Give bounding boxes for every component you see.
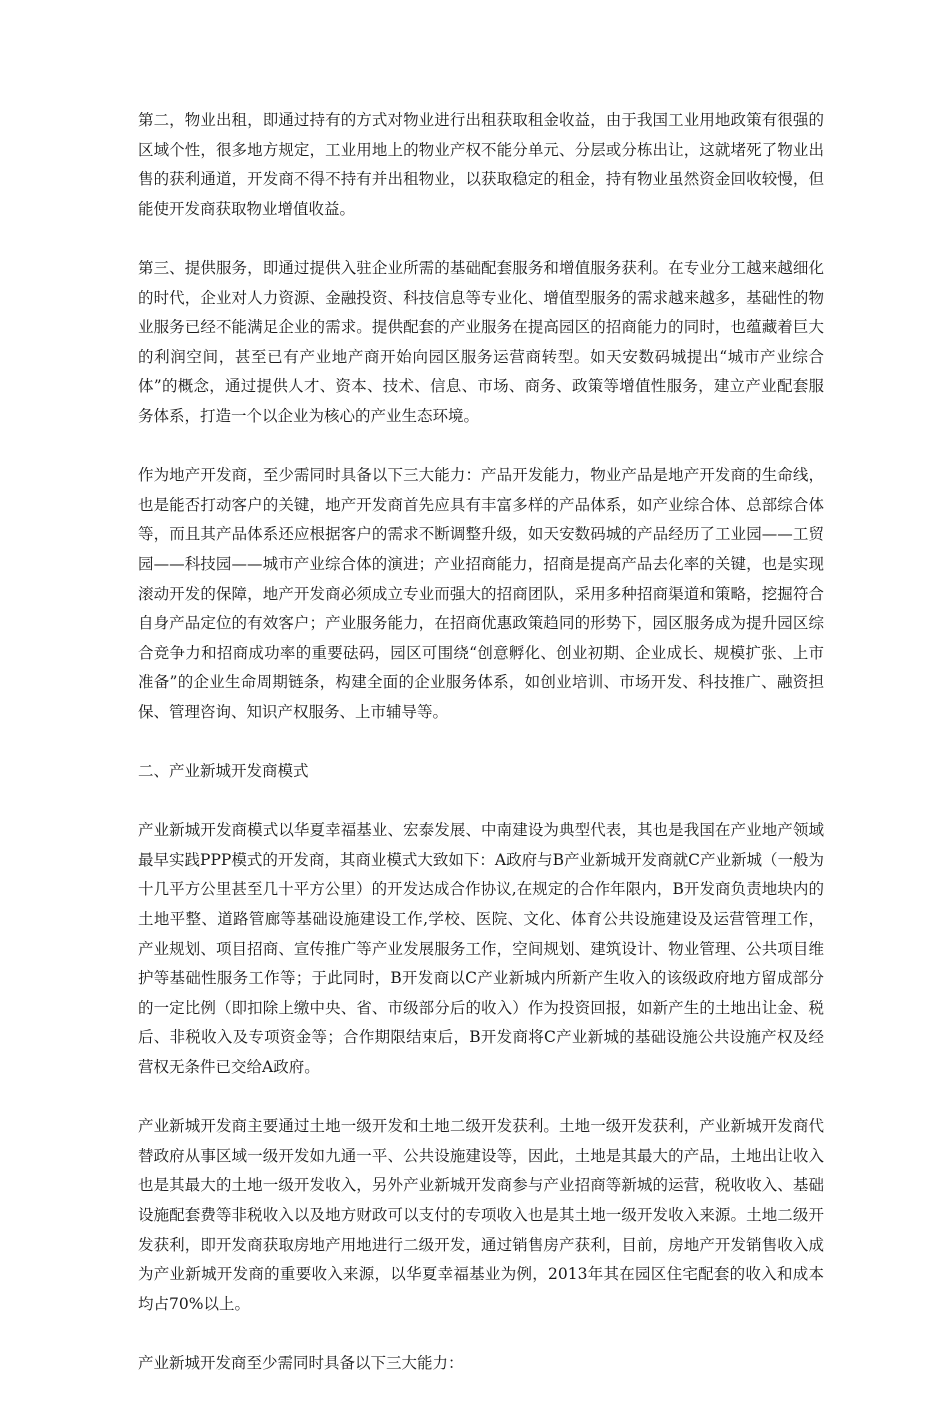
paragraph-new-city-model: 产业新城开发商模式以华夏幸福基业、宏泰发展、中南建设为典型代表，其也是我国在产业地产领域最早实践PPP模式的开发商，其商业模式大致如下：A政府与B产业新城开发商就C产业新城（一般为十几平方公里甚至几十平方公里）的开发达成合作协议,在规定的合作年限内，B开发商负责地块内的土地平整、道路管廊等基础设施建设工作,学校、医院、文化、体育公共设施建设及运营管理工作，产业规划、项目招商、宣传推广等产业发展服务工作，空间规划、建筑设计、物业管理、公共项目维护等基础性服务工作等；于此同时，B开发商以C产业新城内所新产生收入的该级政府地方留成部分的一定比例（即扣除上缴中央、省、市级部分后的收入）作为投资回报，如新产生的土地出让金、税后、非税收入及专项资金等；合作期限结束后，B开发商将C产业新城的基础设施公共设施产权及经营权无条件已交给A政府。 — [138, 821, 824, 1076]
paragraph-new-city-capabilities: 产业新城开发商至少需同时具备以下三大能力： — [138, 1353, 464, 1372]
paragraph-developer-capabilities: 作为地产开发商，至少需同时具备以下三大能力：产品开发能力，物业产品是地产开发商的生命线，也是能否打动客户的关键，地产开发商首先应具有丰富多样的产品体系，如产业综合体、总部综合体等，而且其产品体系还应根据客户的需求不断调整升级，如天安数码城的产品经历了工业园——工贸园——科技园——城市产业综合体的演进；产业招商能力，招商是提高产品去化率的关键，也是实现滚动开发的保障，地产开发商必须成立专业而强大的招商团队，采用多种招商渠道和策略，挖掘符合自身产品定位的有效客户；产业服务能力，在招商优惠政策趋同的形势下，园区服务成为提升园区综合竞争力和招商成功率的重要砝码，园区可围绕“创意孵化、创业初期、企业成长、规模扩张、上市准备”的企业生命周期链条，构建全面的企业服务体系，如创业培训、市场开发、科技推广、融资担保、管理咨询、知识产权服务、上市辅导等。 — [138, 466, 824, 721]
paragraph-property-rental: 第二，物业出租，即通过持有的方式对物业进行出租获取租金收益，由于我国工业用地政策有很强的区域个性，很多地方规定，工业用地上的物业产权不能分单元、分层或分栋出让，这就堵死了物业出售的获利通道，开发商不得不持有并出租物业，以获取稳定的租金，持有物业虽然资金回收较慢，但能使开发商获取物业增值收益。 — [138, 111, 824, 218]
paragraph-land-development-profit: 产业新城开发商主要通过土地一级开发和土地二级开发获利。土地一级开发获利，产业新城开发商代替政府从事区域一级开发如九通一平、公共设施建设等，因此，土地是其最大的产品，土地出让收入也是其最大的土地一级开发收入，另外产业新城开发商参与产业招商等新城的运营，税收收入、基础设施配套费等非税收入以及地方财政可以支付的专项收入也是其土地一级开发收入来源。土地二级开发获利，即开发商获取房地产用地进行二级开发，通过销售房产获利，目前，房地产开发销售收入成为产业新城开发商的重要收入来源，以华夏幸福基业为例，2013年其在园区住宅配套的收入和成本均占70%以上。 — [138, 1117, 824, 1313]
document-page — [138, 106, 824, 1408]
section-heading-new-city-developer-model: 二、产业新城开发商模式 — [138, 762, 309, 781]
paragraph-provide-services: 第三、提供服务，即通过提供入驻企业所需的基础配套服务和增值服务获利。在专业分工越来越细化的时代，企业对人力资源、金融投资、科技信息等专业化、增值型服务的需求越来越多，基础性的物业服务已经不能满足企业的需求。提供配套的产业服务在提高园区的招商能力的同时，也蕴藏着巨大的利润空间，甚至已有产业地产商开始向园区服务运营商转型。如天安数码城提出“城市产业综合体”的概念，通过提供人才、资本、技术、信息、市场、商务、政策等增值性服务，建立产业配套服务体系，打造一个以企业为核心的产业生态环境。 — [138, 258, 824, 425]
